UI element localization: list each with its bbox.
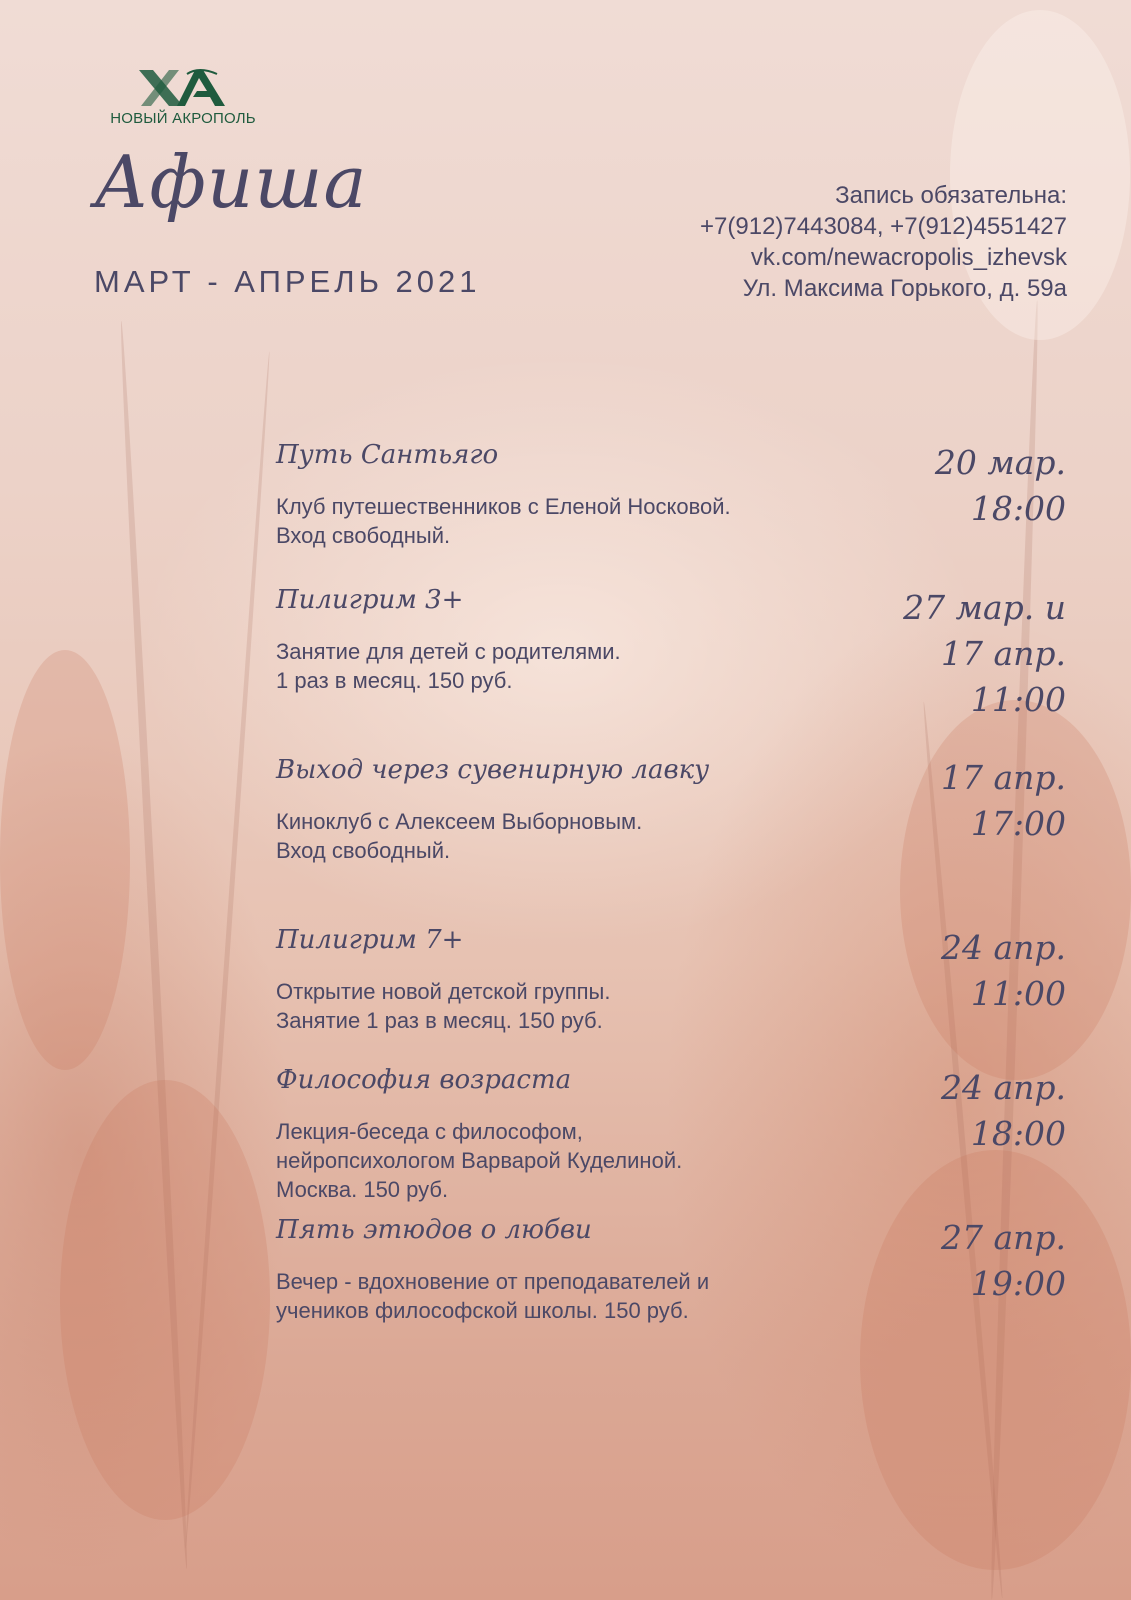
event-time: 18:00: [970, 489, 1066, 528]
event-item: [276, 585, 1066, 719]
event-description-line: Вход свободный.: [276, 523, 451, 548]
new-acropolis-logo-icon: [137, 68, 229, 108]
event-date-line: 20 мар.: [934, 443, 1066, 482]
event-date-line: 24 апр.: [940, 928, 1066, 967]
event-date: [941, 1215, 1066, 1307]
event-description-line: учеников философской школы. 150 руб.: [276, 1298, 689, 1323]
page-subtitle: МАРТ - АПРЕЛЬ 2021: [94, 264, 481, 299]
event-description-line: Занятие для детей с родителями.: [276, 639, 621, 664]
page-title: Афиша: [94, 140, 368, 224]
event-description-line: нейропсихологом Варварой Куделиной.: [276, 1148, 683, 1173]
event-description-line: Киноклуб с Алексеем Выборновым.: [276, 809, 643, 834]
event-title: Пилигрим 7+: [276, 925, 464, 955]
event-description-line: Клуб путешественников с Еленой Носковой.: [276, 494, 731, 519]
logo-text: НОВЫЙ АКРОПОЛЬ: [110, 110, 256, 127]
contacts-address: Ул. Максима Горького, д. 59а: [742, 275, 1067, 302]
event-item: [276, 755, 1066, 865]
contacts-vk-link[interactable]: vk.com/newacropolis_izhevsk: [750, 244, 1067, 271]
event-description-line: 1 раз в месяц. 150 руб.: [276, 668, 513, 693]
event-item: [276, 1065, 1066, 1204]
event-description: [276, 1267, 876, 1325]
event-title: Философия возраста: [276, 1065, 572, 1095]
contacts-phones[interactable]: +7(912)7443084, +7(912)4551427: [700, 213, 1067, 240]
event-title: Пилигрим 3+: [276, 585, 464, 615]
event-date-line: 17 апр.: [940, 758, 1066, 797]
event-description-line: Занятие 1 раз в месяц. 150 руб.: [276, 1008, 603, 1033]
event-date: [941, 755, 1066, 847]
event-description: [276, 807, 876, 865]
event-title: Выход через сувенирную лавку: [276, 755, 710, 785]
event-date: [935, 440, 1066, 532]
contacts-block: [700, 180, 1067, 304]
event-item: [276, 440, 1066, 550]
event-item: [276, 925, 1066, 1035]
event-description-line: Вход свободный.: [276, 838, 451, 863]
event-description-line: Открытие новой детской группы.: [276, 979, 611, 1004]
event-date-line: 27 апр.: [940, 1218, 1066, 1257]
event-time: 18:00: [970, 1114, 1066, 1153]
event-date-line: 24 апр.: [940, 1068, 1066, 1107]
event-title: Пять этюдов о любви: [276, 1215, 592, 1245]
event-description: [276, 977, 876, 1035]
event-time: 17:00: [970, 804, 1066, 843]
event-date-line: 17 апр.: [940, 634, 1066, 673]
event-description: [276, 492, 876, 550]
event-title: Путь Сантьяго: [276, 440, 499, 470]
event-time: 11:00: [970, 974, 1066, 1013]
event-date-line: 27 мар. и: [903, 588, 1066, 627]
event-description-line: Вечер - вдохновение от преподавателей и: [276, 1269, 710, 1294]
event-date: [903, 585, 1066, 723]
event-description: [276, 1117, 876, 1204]
event-date: [941, 1065, 1066, 1157]
event-item: [276, 1215, 1066, 1325]
event-date: [941, 925, 1066, 1017]
contacts-registration-note: Запись обязательна:: [835, 182, 1067, 209]
event-description: [276, 637, 876, 695]
event-time: 19:00: [970, 1264, 1066, 1303]
logo: [108, 68, 258, 127]
event-description-line: Москва. 150 руб.: [276, 1177, 449, 1202]
event-time: 11:00: [970, 680, 1066, 719]
event-description-line: Лекция-беседа с философом,: [276, 1119, 583, 1144]
